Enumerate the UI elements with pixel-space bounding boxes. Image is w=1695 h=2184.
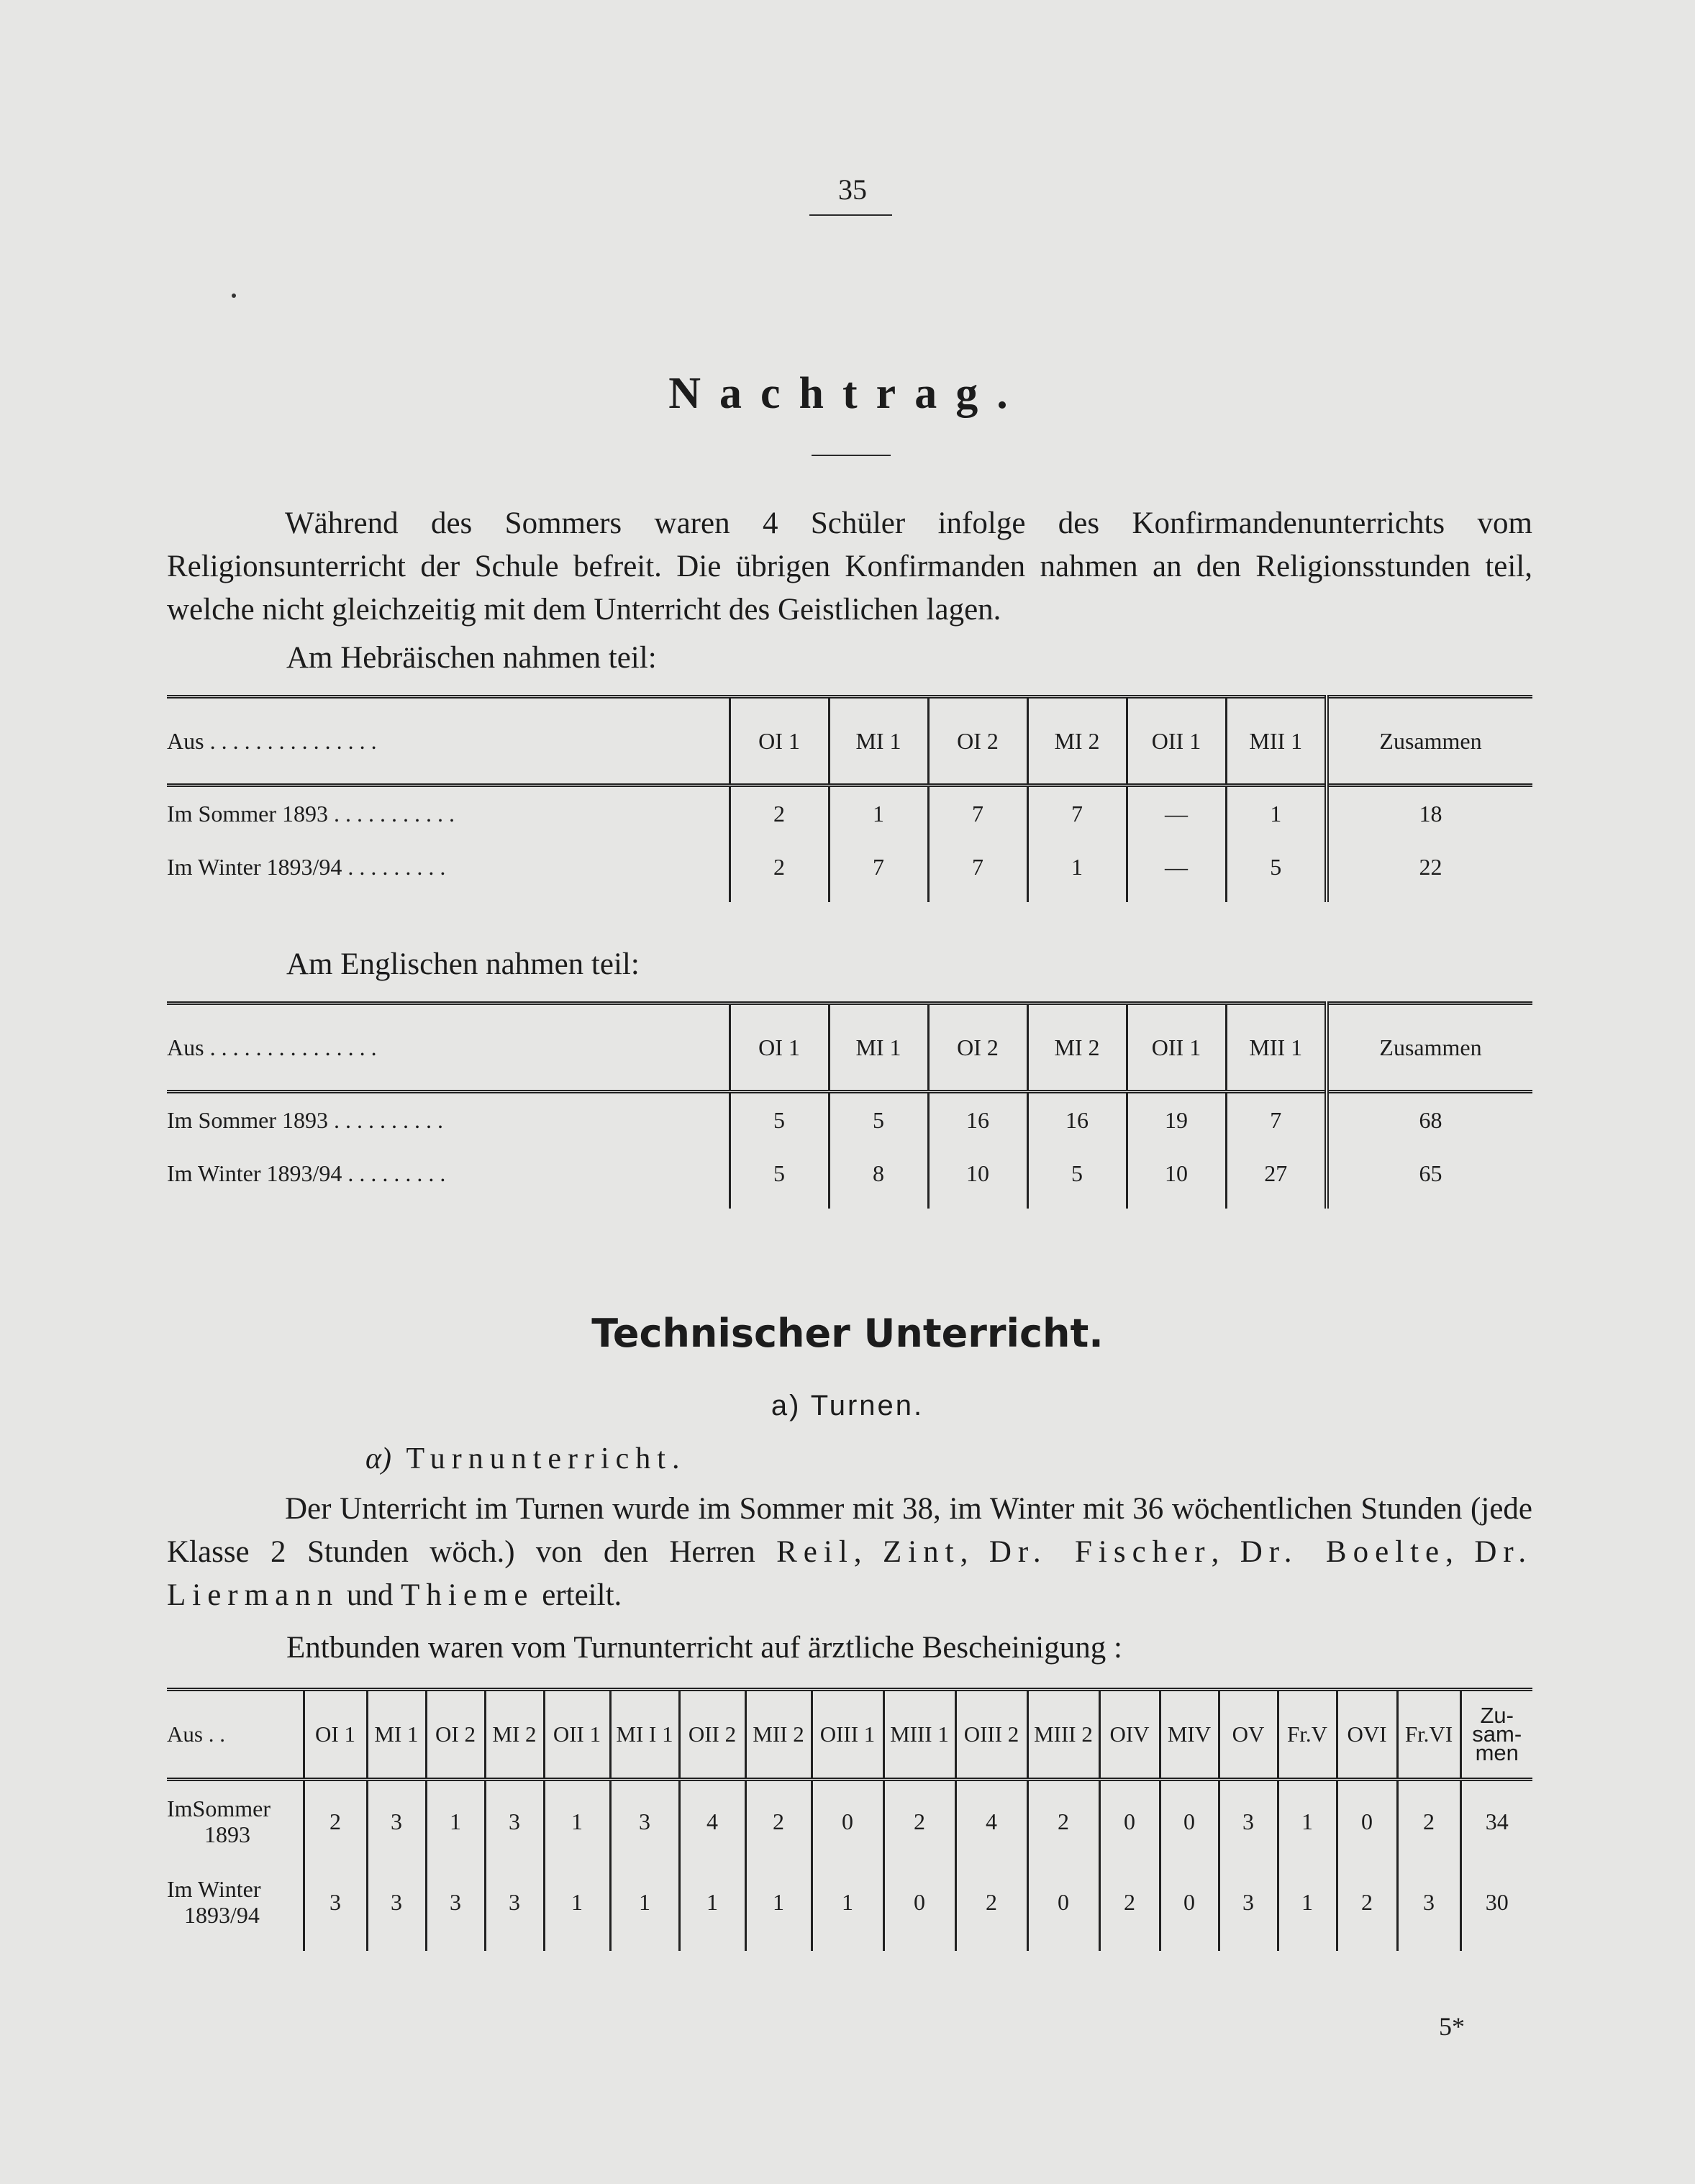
teacher-name: Dr. Boelte — [1240, 1535, 1446, 1569]
exempt-caption: Entbunden waren vom Turnunterricht auf ärztliche Bescheinigung : — [286, 1631, 1122, 1665]
column-header: MI 2 — [485, 1690, 544, 1780]
table-cell: 1 — [745, 1862, 812, 1942]
column-header: MII 1 — [1226, 697, 1327, 786]
signature-mark: 5* — [1439, 2012, 1465, 2041]
column-header: MIV — [1160, 1690, 1219, 1780]
stub-header: Aus . . . . . . . . . . . . . . . — [167, 727, 377, 754]
column-header: OI 1 — [304, 1690, 367, 1780]
row-label — [167, 1862, 304, 1942]
table-cell: 1 — [1226, 787, 1327, 840]
column-header: OI 2 — [928, 1004, 1027, 1092]
column-header-total: Zusammen — [1327, 1004, 1532, 1092]
table-cell: 7 — [829, 840, 928, 893]
table-cell: 3 — [485, 1862, 544, 1942]
stub-header: Aus . . . . . . . . . . . . . . . — [167, 1034, 377, 1060]
table-cell: 5 — [730, 1093, 829, 1147]
table-cell: 1 — [829, 787, 928, 840]
page-title: Nachtrag. — [668, 369, 1027, 418]
comma: , — [1445, 1535, 1453, 1569]
column-header: MI 2 — [1027, 1004, 1127, 1092]
alpha-title: Turnunterricht. — [406, 1442, 686, 1475]
teacher-name: Reil — [776, 1535, 854, 1569]
column-header: MI 1 — [829, 1004, 928, 1092]
intro-paragraph: Während des Sommers waren 4 Schüler infolge des Konfirmandenunterrichts vom Religionsunterricht der Schule befreit. Die übrigen Konfirmanden nahmen an den Religionsstunden teil, welche nicht gleichzeitig mit dem Unterricht des Geistlichen lagen. — [167, 506, 1532, 627]
column-header: Fr.VI — [1397, 1690, 1460, 1780]
subsection-heading: a) Turnen. — [771, 1390, 924, 1421]
comma: , — [853, 1535, 862, 1569]
page-number-rule — [809, 214, 892, 216]
table-cell: 3 — [485, 1781, 544, 1862]
table-cell-total: 22 — [1327, 840, 1532, 893]
comma: , — [960, 1535, 968, 1569]
column-header: Fr.V — [1278, 1690, 1337, 1780]
table-row — [167, 787, 1532, 840]
teacher-name: Thieme — [401, 1578, 535, 1612]
row-label — [167, 1781, 304, 1862]
column-header: OIV — [1099, 1690, 1160, 1780]
table-cell: 2 — [730, 787, 829, 840]
paragraph-end: erteilt. — [542, 1578, 622, 1612]
table-cell: 0 — [883, 1862, 955, 1942]
total-header-line: Zu- — [1480, 1703, 1514, 1728]
total-header-line: sam- — [1472, 1721, 1522, 1747]
table-cell-total: 34 — [1460, 1781, 1532, 1862]
column-header: MI 1 — [367, 1690, 426, 1780]
table-cell: 3 — [1219, 1862, 1278, 1942]
table-cell: 3 — [1219, 1781, 1278, 1862]
table-cell: 5 — [829, 1093, 928, 1147]
column-header: OII 1 — [544, 1690, 610, 1780]
table-cell: 3 — [610, 1781, 679, 1862]
table-cell: 27 — [1226, 1147, 1327, 1200]
column-header-total — [1460, 1690, 1532, 1780]
total-header-line: men — [1475, 1740, 1519, 1765]
table-row — [167, 1781, 1532, 1862]
column-header: MI I 1 — [610, 1690, 679, 1780]
table-cell: 0 — [1160, 1781, 1219, 1862]
table-cell: 5 — [730, 1147, 829, 1200]
column-header: MIII 2 — [1027, 1690, 1099, 1780]
table-cell: 7 — [1027, 787, 1127, 840]
table-cell: 2 — [1099, 1862, 1160, 1942]
teacher-name: Dr. Fischer — [989, 1535, 1212, 1569]
table-row — [167, 840, 1532, 893]
table-cell: 1 — [426, 1781, 485, 1862]
table-cell: 4 — [679, 1781, 745, 1862]
column-header: MII 2 — [745, 1690, 812, 1780]
table-cell: 3 — [426, 1862, 485, 1942]
column-header: MI 1 — [829, 697, 928, 786]
row-label-line: 1893 — [204, 1821, 250, 1847]
conjunction: und — [346, 1578, 394, 1612]
table-cell: 0 — [1099, 1781, 1160, 1862]
table-cell: 2 — [745, 1781, 812, 1862]
table-cell: 0 — [1160, 1862, 1219, 1942]
row-label-line: Im Winter — [167, 1876, 261, 1902]
table-cell-total: 68 — [1327, 1093, 1532, 1147]
section-heading: Technischer Unterricht. — [591, 1311, 1104, 1356]
table-cell: 1 — [1278, 1862, 1337, 1942]
table-cell: 5 — [1027, 1147, 1127, 1200]
table-cell: 4 — [955, 1781, 1027, 1862]
english-table — [167, 1001, 1532, 1209]
column-header: OI 1 — [730, 1004, 829, 1092]
table-cell: 0 — [1027, 1862, 1099, 1942]
table-cell-total: 18 — [1327, 787, 1532, 840]
table-cell: 1 — [544, 1781, 610, 1862]
table-row — [167, 1093, 1532, 1147]
table-cell: 2 — [955, 1862, 1027, 1942]
table-cell: 2 — [730, 840, 829, 893]
table-cell-total: 30 — [1460, 1862, 1532, 1942]
table-cell: 16 — [928, 1093, 1027, 1147]
column-header: OIII 1 — [812, 1690, 883, 1780]
column-header: MII 1 — [1226, 1004, 1327, 1092]
table-cell: 1 — [544, 1862, 610, 1942]
column-header: OII 1 — [1127, 1004, 1226, 1092]
column-header: OVI — [1337, 1690, 1397, 1780]
row-label: Im Sommer 1893 . . . . . . . . . . — [167, 1106, 443, 1133]
row-label: Im Sommer 1893 . . . . . . . . . . . — [167, 800, 455, 827]
column-header: OI 2 — [928, 697, 1027, 786]
table-cell: 16 — [1027, 1093, 1127, 1147]
table-cell: 2 — [883, 1781, 955, 1862]
row-label: Im Winter 1893/94 . . . . . . . . . — [167, 853, 446, 880]
paragraph-text: Der Unterricht im Turnen wurde im Sommer mit 38, im Winter mit 36 wöchentlichen Stunden (jede Klasse 2 Stunden wöch.) von den Herren — [167, 1492, 1532, 1569]
english-caption: Am Englischen nahmen teil: — [286, 947, 640, 981]
table-cell: 19 — [1127, 1093, 1226, 1147]
table-cell: 8 — [829, 1147, 928, 1200]
table-cell: 1 — [679, 1862, 745, 1942]
column-header: OI 1 — [730, 697, 829, 786]
row-label: Im Winter 1893/94 . . . . . . . . . — [167, 1160, 446, 1186]
table-cell: 3 — [1397, 1862, 1460, 1942]
table-cell: 1 — [812, 1862, 883, 1942]
speck-mark — [232, 294, 236, 298]
column-header: OI 2 — [426, 1690, 485, 1780]
stub-header: Aus . . — [167, 1721, 225, 1747]
table-cell: 10 — [928, 1147, 1027, 1200]
table-cell: 0 — [812, 1781, 883, 1862]
table-row — [167, 1862, 1532, 1942]
column-header-total: Zusammen — [1327, 697, 1532, 786]
table-row — [167, 1147, 1532, 1200]
column-header: OII 1 — [1127, 697, 1226, 786]
table-cell: 7 — [928, 840, 1027, 893]
column-header: OIII 2 — [955, 1690, 1027, 1780]
table-cell-total: 65 — [1327, 1147, 1532, 1200]
table-cell: 7 — [1226, 1093, 1327, 1147]
hebrew-table — [167, 695, 1532, 902]
table-cell: 2 — [304, 1781, 367, 1862]
table-cell: 3 — [367, 1862, 426, 1942]
table-cell: 0 — [1337, 1781, 1397, 1862]
teacher-name: Dr. Liermann — [167, 1535, 1533, 1612]
table-cell: 2 — [1397, 1781, 1460, 1862]
column-header: OII 2 — [679, 1690, 745, 1780]
table-cell: 1 — [610, 1862, 679, 1942]
row-label-line: 1893/94 — [184, 1902, 260, 1928]
column-header: MI 2 — [1027, 697, 1127, 786]
alpha-label: α) — [365, 1442, 392, 1475]
table-cell: 10 — [1127, 1147, 1226, 1200]
page-number: 35 — [838, 173, 867, 206]
row-label-line: ImSommer — [167, 1796, 271, 1821]
column-header: MIII 1 — [883, 1690, 955, 1780]
table-cell: — — [1127, 840, 1226, 893]
table-cell: — — [1127, 787, 1226, 840]
table-cell: 2 — [1337, 1862, 1397, 1942]
turnen-paragraph — [167, 1488, 1532, 1617]
table-cell: 1 — [1278, 1781, 1337, 1862]
table-cell: 1 — [1027, 840, 1127, 893]
title-rule — [812, 455, 891, 456]
table-cell: 3 — [304, 1862, 367, 1942]
table-cell: 3 — [367, 1781, 426, 1862]
alpha-heading — [365, 1442, 686, 1476]
turnen-table — [167, 1688, 1532, 1951]
comma: , — [1211, 1535, 1219, 1569]
column-header: OV — [1219, 1690, 1278, 1780]
table-cell: 2 — [1027, 1781, 1099, 1862]
teacher-name: Zint — [882, 1535, 960, 1569]
table-cell: 5 — [1226, 840, 1327, 893]
hebrew-caption: Am Hebräischen nahmen teil: — [286, 641, 657, 675]
table-cell: 7 — [928, 787, 1027, 840]
